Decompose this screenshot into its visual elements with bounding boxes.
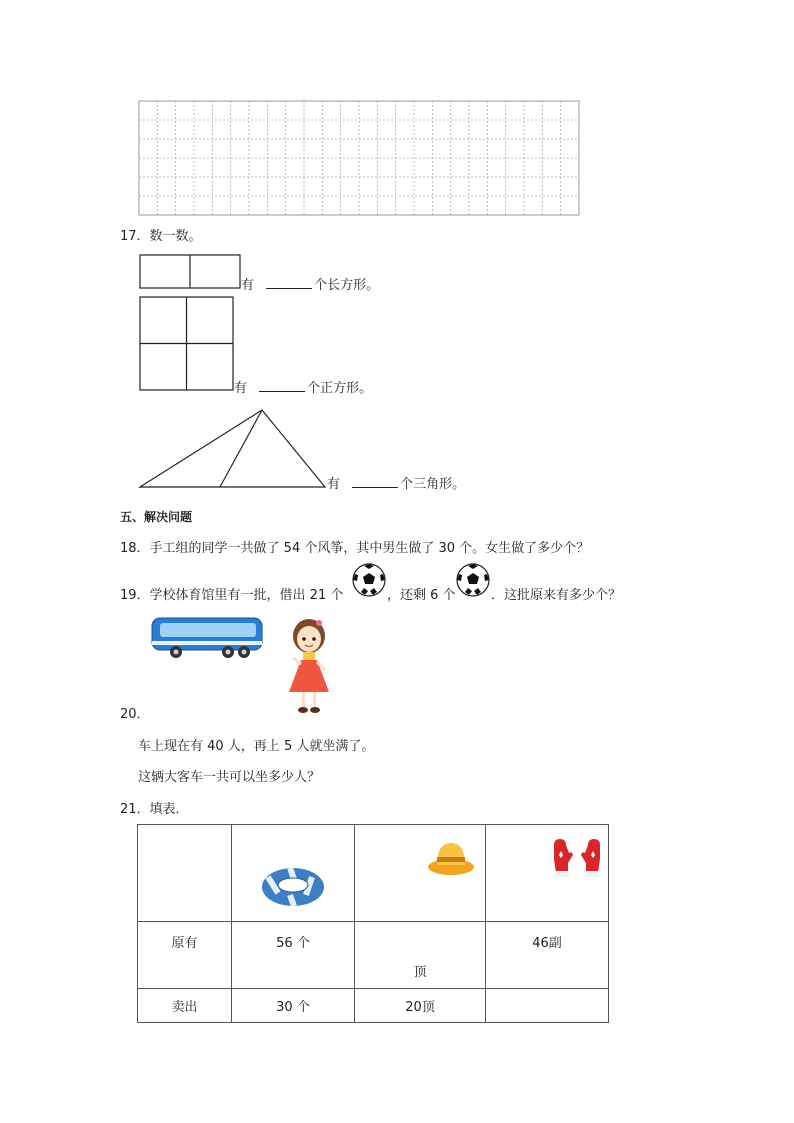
bus-icon [150, 614, 265, 660]
q20-line2: 这辆大客车一共可以坐多少人？ [138, 770, 321, 785]
ring-sold-cell: 30 个 [232, 989, 355, 1023]
square-count-blank[interactable] [259, 379, 305, 392]
q21-label: 21．填表． [120, 802, 189, 817]
straw-hat-icon [427, 837, 475, 877]
mittens-icon [550, 837, 604, 879]
girl-icon [283, 614, 335, 716]
mittens-header-cell [486, 825, 609, 922]
square-answer-line: 有 个正方形。 [234, 381, 373, 396]
triangle-count-blank[interactable] [352, 475, 398, 488]
ring-original-cell: 56 个 [232, 922, 355, 989]
q17-label: 17．数一数。 [120, 229, 202, 244]
rect-count-blank[interactable] [266, 276, 312, 289]
header-empty-cell [138, 825, 232, 922]
mitten-original-cell: 46副 [486, 922, 609, 989]
mitten-sold-cell[interactable] [486, 989, 609, 1023]
q19-part3: ．这批原来有多少个？ [491, 588, 622, 603]
q19-part2: ，还剩 6 个 [387, 588, 456, 603]
soccer-ball-icon [352, 563, 386, 597]
hat-original-cell[interactable]: 顶 [355, 922, 486, 989]
rect-answer-line: 有 个长方形。 [241, 278, 380, 293]
row-label-sold: 卖出 [138, 989, 232, 1023]
q19-part1: 19．学校体育馆里有一批，借出 21 个 [120, 588, 344, 603]
swim-ring-header-cell [232, 825, 355, 922]
triangle-answer-line: 有 个三角形。 [327, 477, 466, 492]
hat-header-cell [355, 825, 486, 922]
hat-sold-cell: 20顶 [355, 989, 486, 1023]
q20-line1: 车上现在有 40 人，再上 5 人就坐满了。 [138, 739, 375, 754]
q18-text: 18．手工组的同学一共做了 54 个风筝，其中男生做了 30 个。女生做了多少个？ [120, 541, 590, 556]
section-title: 五、解决问题 [120, 510, 193, 524]
fill-table [137, 824, 609, 1023]
swim-ring-icon [260, 865, 326, 909]
q20-label: 20． [120, 707, 150, 722]
two-rectangles-figure [0, 0, 794, 500]
soccer-ball-icon [456, 563, 490, 597]
row-label-original: 原有 [138, 922, 232, 989]
